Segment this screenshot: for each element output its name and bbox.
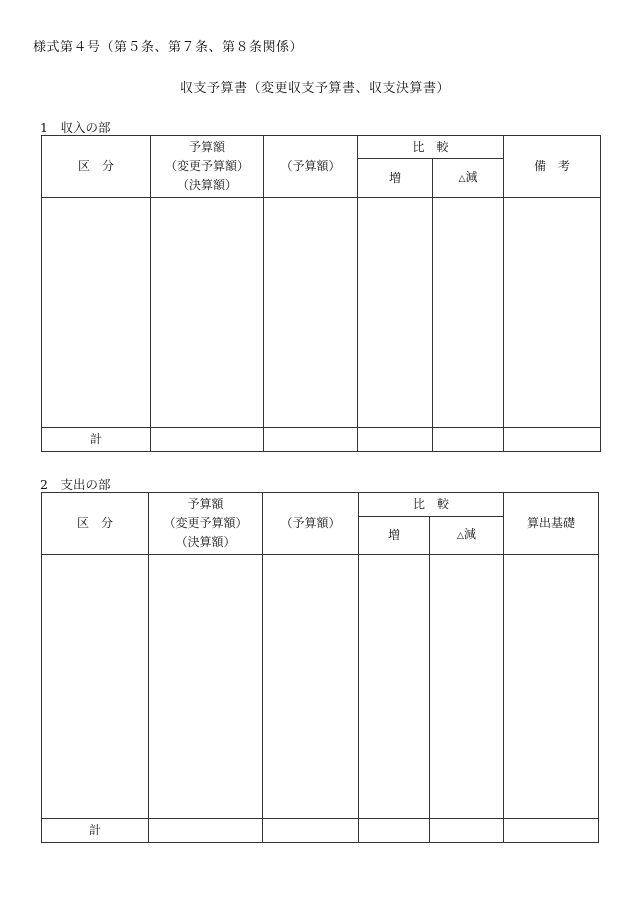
expense-cell-calc-basis[interactable] (504, 555, 599, 819)
income-header-increase: 増 (358, 159, 433, 198)
expense-header-comparison: 比 較 (359, 493, 504, 517)
income-total-budget[interactable] (151, 428, 264, 452)
income-header-category: 区 分 (42, 136, 151, 198)
expense-cell-decrease[interactable] (430, 555, 504, 819)
income-section-heading: 1 収入の部 (40, 120, 111, 135)
income-total-row (42, 428, 601, 452)
expense-total-label: 計 (42, 819, 149, 843)
expense-table (41, 492, 599, 843)
expense-total-increase[interactable] (359, 819, 430, 843)
income-cell-budget[interactable] (151, 198, 264, 428)
income-cell-increase[interactable] (358, 198, 433, 428)
expense-header-decrease: △減 (430, 517, 504, 555)
expense-total-decrease[interactable] (430, 819, 504, 843)
income-header-prev-budget: （予算額） (264, 136, 358, 198)
income-total-increase[interactable] (358, 428, 433, 452)
expense-header-increase: 増 (359, 517, 430, 555)
expense-body-row (42, 555, 599, 819)
expense-header-prev-budget: （予算額） (263, 493, 359, 555)
expense-header-calc-basis: 算出基礎 (504, 493, 599, 555)
income-total-notes[interactable] (504, 428, 601, 452)
expense-cell-category[interactable] (42, 555, 149, 819)
income-cell-category[interactable] (42, 198, 151, 428)
expense-cell-prev-budget[interactable] (263, 555, 359, 819)
income-header-budget: 予算額 （変更予算額） （決算額） (151, 136, 264, 198)
expense-header-category: 区 分 (42, 493, 149, 555)
income-total-decrease[interactable] (433, 428, 504, 452)
income-table (41, 135, 601, 452)
income-cell-decrease[interactable] (433, 198, 504, 428)
income-total-label: 計 (42, 428, 151, 452)
document-title: 収支予算書（変更収支予算書、収支決算書） (179, 81, 450, 96)
form-number: 様式第４号（第５条、第７条、第８条関係） (33, 40, 304, 55)
expense-cell-budget[interactable] (149, 555, 263, 819)
expense-header-budget: 予算額 （変更予算額） （決算額） (149, 493, 263, 555)
expense-total-calc-basis[interactable] (504, 819, 599, 843)
expense-cell-increase[interactable] (359, 555, 430, 819)
income-cell-prev-budget[interactable] (264, 198, 358, 428)
income-body-row (42, 198, 601, 428)
income-cell-notes[interactable] (504, 198, 601, 428)
expense-section-heading: 2 支出の部 (40, 477, 111, 492)
income-header-notes: 備 考 (504, 136, 601, 198)
income-total-prev-budget[interactable] (264, 428, 358, 452)
income-header-decrease: △減 (433, 159, 504, 198)
expense-total-row (42, 819, 599, 843)
expense-total-prev-budget[interactable] (263, 819, 359, 843)
income-header-comparison: 比 較 (358, 136, 504, 159)
expense-total-budget[interactable] (149, 819, 263, 843)
